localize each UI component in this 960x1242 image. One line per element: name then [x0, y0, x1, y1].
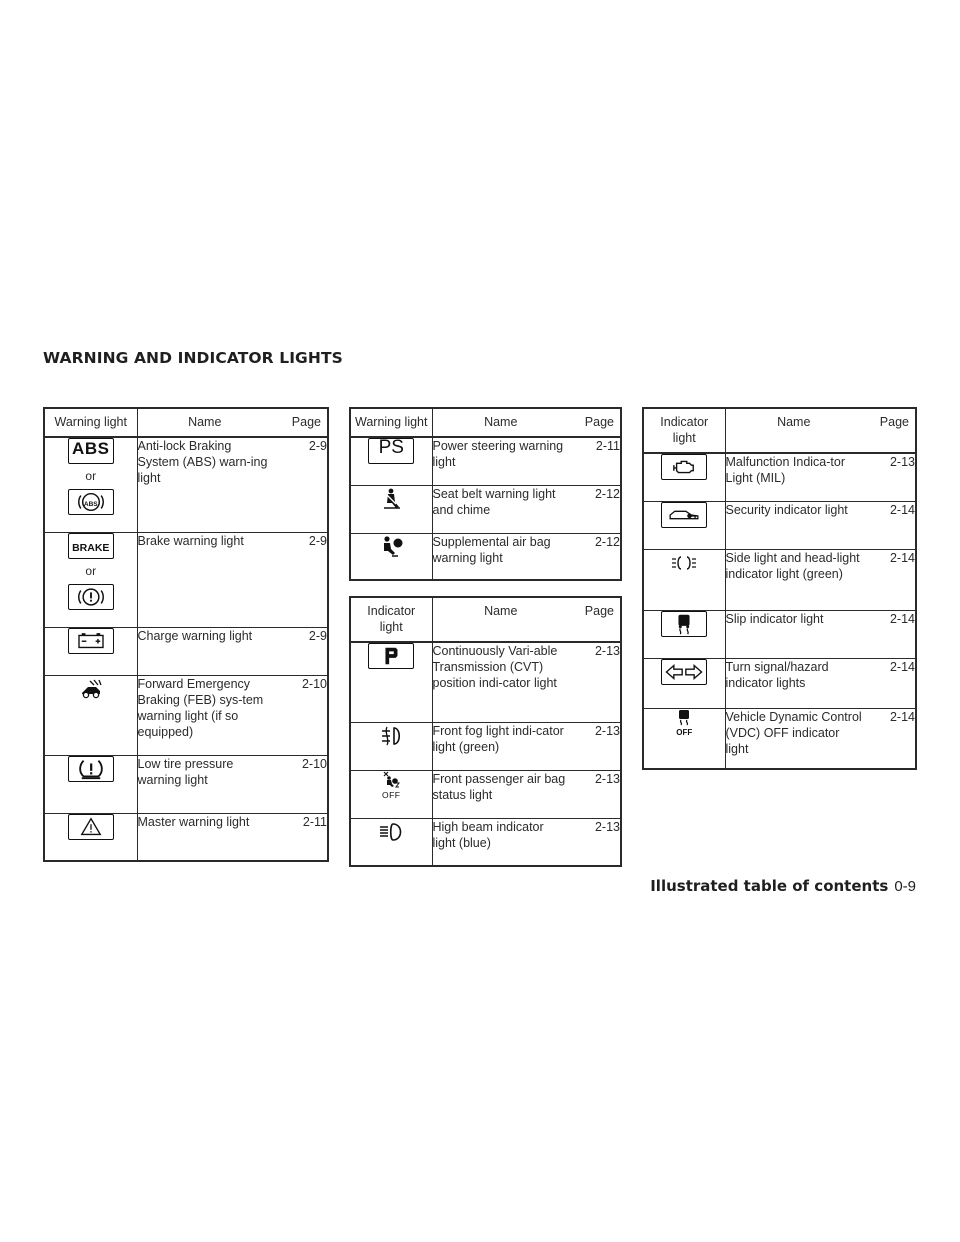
engine-icon — [661, 454, 707, 480]
light-name: Forward Emergency Braking (FEB) sys-tem warning light (if so equipped) — [137, 675, 272, 755]
column-header-name: Name — [137, 408, 272, 437]
seat-belt-icon — [368, 486, 414, 512]
table-row — [350, 770, 621, 818]
column-header-indicator-light: Indicator light — [350, 597, 432, 642]
column-header-page: Page — [569, 597, 621, 642]
light-name: Front fog light indi-cator light (green) — [432, 722, 569, 770]
table-row — [350, 818, 621, 866]
table-row — [44, 813, 328, 861]
table-row — [643, 501, 916, 549]
light-name: Security indicator light — [725, 501, 862, 549]
column-header-page: Page — [272, 408, 328, 437]
indicator-lights-table-2 — [642, 407, 917, 770]
column-header-page: Page — [862, 408, 916, 453]
light-name: Charge warning light — [137, 627, 272, 675]
table-row — [44, 627, 328, 675]
brake-text-icon: BRAKE — [68, 533, 114, 559]
table-row — [44, 675, 328, 755]
page-reference: 2-9 — [272, 627, 328, 675]
light-name: Power steering warning light — [432, 437, 569, 485]
high-beam-icon — [368, 819, 414, 845]
side-light-icon — [661, 550, 707, 576]
table-row — [643, 610, 916, 658]
warning-lights-table-1 — [43, 407, 329, 862]
light-name: Side light and head-light indicator light (green) — [725, 549, 862, 610]
light-name: Seat belt warning light and chime — [432, 485, 569, 533]
page-reference: 2-11 — [302, 814, 327, 829]
light-name: Brake warning light — [137, 532, 272, 627]
power-steering-icon: PS — [368, 438, 414, 464]
page-reference: 2-12 — [569, 485, 621, 533]
page-reference: 2-14 — [862, 501, 916, 549]
table-row — [44, 532, 328, 627]
brake-circle-icon — [68, 584, 114, 610]
table-row — [643, 453, 916, 501]
table-row — [44, 437, 328, 532]
light-name: Master warning light — [137, 814, 250, 829]
light-name: Supplemental air bag warning light — [432, 534, 551, 565]
footer-page-number: 0-9 — [894, 878, 916, 895]
column-header-indicator-light: Indicator light — [643, 408, 725, 453]
light-name: High beam indicator light (blue) — [432, 819, 544, 850]
front-fog-icon — [368, 723, 414, 749]
table-row — [350, 722, 621, 770]
light-name: Vehicle Dynamic Control (VDC) OFF indicator light — [725, 709, 862, 756]
slip-icon — [661, 611, 707, 637]
page-reference: 2-10 — [272, 755, 328, 813]
page-reference: 2-11 — [569, 437, 621, 485]
feb-icon — [68, 676, 114, 702]
light-name: Continuously Vari-able Transmission (CVT) position indi-cator light — [432, 642, 569, 722]
column-header-name: Name — [432, 408, 569, 437]
column-header-page: Page — [569, 408, 621, 437]
page-reference: 2-9 — [272, 532, 328, 627]
page-reference: 2-13 — [569, 642, 621, 722]
table-row — [643, 658, 916, 708]
page-reference: 2-14 — [862, 549, 916, 610]
page-reference: 2-14 — [862, 658, 916, 708]
column-header-warning-light: Warning light — [44, 408, 137, 437]
vdc-off-icon: OFF — [661, 709, 707, 735]
light-name: Anti-lock Braking System (ABS) warn-ing light — [137, 437, 272, 532]
tire-pressure-icon — [68, 756, 114, 782]
light-name: Turn signal/hazard indicator lights — [725, 658, 862, 708]
footer-section-label: Illustrated table of contents — [650, 877, 889, 895]
or-label: or — [85, 563, 97, 578]
column-header-name: Name — [432, 597, 569, 642]
warning-lights-table-2 — [349, 407, 622, 581]
light-name: Front passenger air bag status light — [432, 770, 569, 818]
page-reference: 2-13 — [569, 722, 621, 770]
table-row — [643, 708, 916, 769]
battery-icon — [68, 628, 114, 654]
passenger-airbag-off-icon: OFF — [368, 771, 414, 797]
page-reference: 2-14 — [862, 610, 916, 658]
page-reference: 2-9 — [272, 437, 328, 532]
page-reference: 2-10 — [272, 675, 328, 755]
abs-circle-icon: ABS — [68, 489, 114, 515]
table-row — [44, 755, 328, 813]
light-name: Slip indicator light — [725, 610, 862, 658]
section-title: WARNING AND INDICATOR LIGHTS — [43, 349, 343, 367]
page-footer — [650, 877, 916, 895]
table-row — [350, 437, 621, 485]
table-row — [350, 642, 621, 722]
page-reference: 2-14 — [889, 709, 915, 724]
page-reference: 2-13 — [569, 770, 621, 818]
cvt-position-icon — [368, 643, 414, 669]
light-name: Malfunction Indica-tor Light (MIL) — [725, 453, 862, 501]
column-header-name: Name — [725, 408, 862, 453]
turn-signal-icon — [661, 659, 707, 685]
security-icon — [661, 502, 707, 528]
airbag-icon — [368, 534, 414, 560]
abs-icon: ABS — [68, 438, 114, 464]
master-warning-icon — [68, 814, 114, 840]
table-row — [350, 485, 621, 533]
page-reference: 2-13 — [594, 819, 620, 834]
page-reference: 2-13 — [862, 453, 916, 501]
light-name: Low tire pressure warning light — [137, 755, 272, 813]
or-label: or — [85, 469, 97, 483]
page-reference: 2-12 — [594, 534, 620, 549]
table-row — [350, 533, 621, 580]
indicator-lights-table-1 — [349, 596, 622, 867]
table-row — [643, 549, 916, 610]
column-header-warning-light: Warning light — [350, 408, 432, 437]
